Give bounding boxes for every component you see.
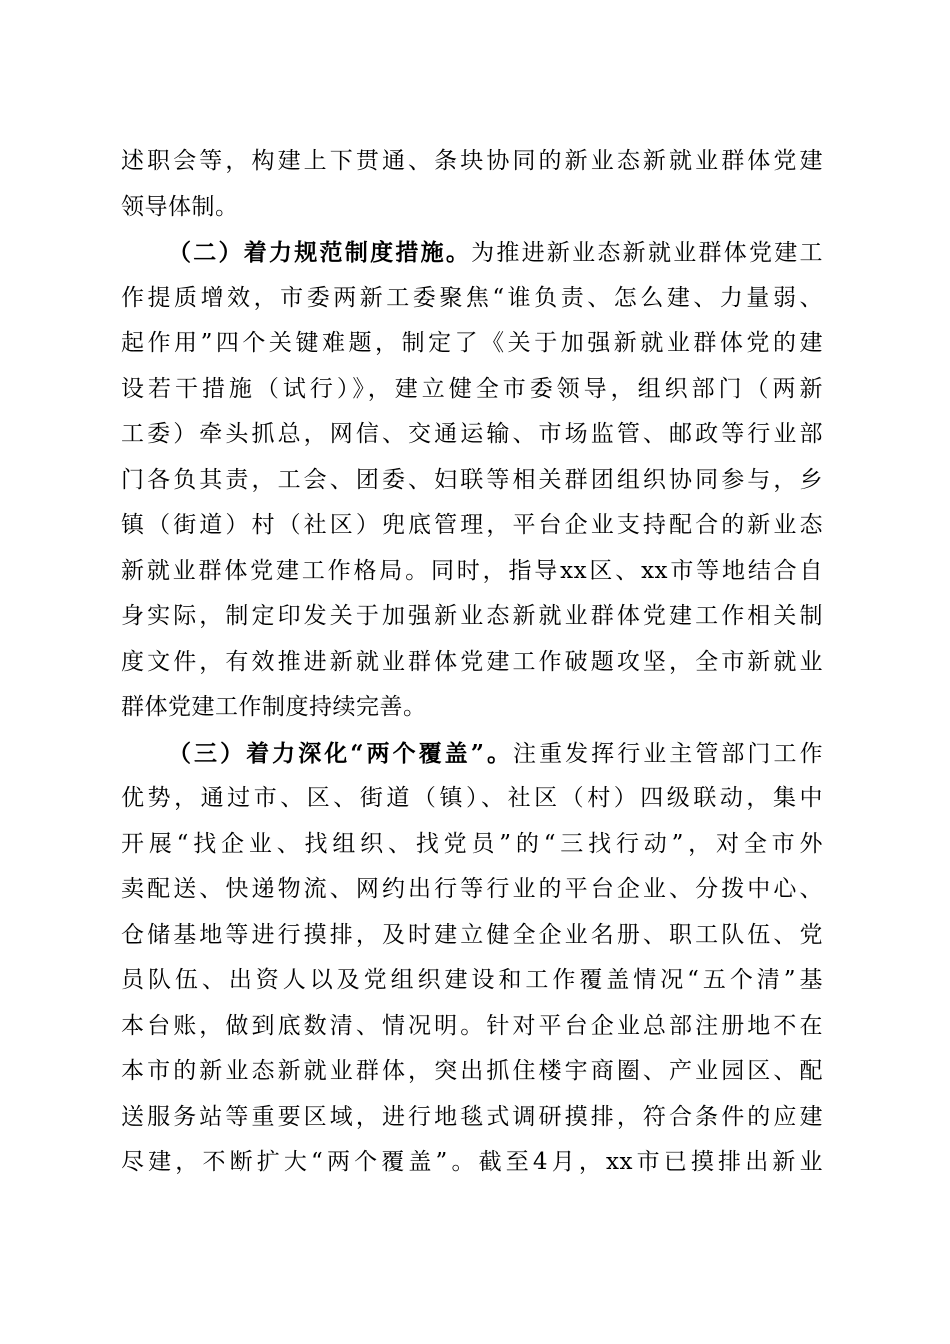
text-line: 本市的新业态新就业群体，突出抓住楼宇商圈、产业园区、配: [121, 1058, 823, 1084]
text-line: 新就业群体党建工作格局。同时，指导xx区、xx市等地结合自: [121, 557, 823, 584]
paragraph-continuation: [121, 139, 823, 230]
paragraph-first-line: [121, 230, 823, 276]
text-line: 工委）牵头抓总，网信、交通运输、市场监管、邮政等行业部: [121, 421, 823, 447]
text-line: 开展“找企业、找组织、找党员”的“三找行动”，对全市外: [121, 830, 823, 857]
text-line: 身实际，制定印发关于加强新业态新就业群体党建工作相关制: [121, 603, 823, 629]
text-line: 员队伍、出资人以及党组织建设和工作覆盖情况“五个清”基: [121, 967, 823, 993]
text-span: 为推进新业态新就业群体党建工: [471, 240, 824, 266]
text-line: 述职会等，构建上下贯通、条块协同的新业态新就业群体党建: [121, 148, 823, 174]
text-line: 起作用”四个关键难题，制定了《关于加强新就业群体党的建: [121, 330, 823, 356]
text-line: 送服务站等重要区域，进行地毯式调研摸排，符合条件的应建: [121, 1103, 823, 1130]
text-line: 领导体制。: [121, 193, 239, 220]
text-line: 度文件，有效推进新就业群体党建工作破题攻坚，全市新就业: [121, 648, 823, 675]
text-line: 设若干措施（试行）》，建立健全市委领导，组织部门（两新: [121, 375, 823, 402]
text-line: 镇（街道）村（社区）兜底管理，平台企业支持配合的新业态: [121, 512, 823, 538]
paragraph-first-line: [121, 731, 823, 777]
text-line: 作提质增效，市委两新工委聚焦“谁负责、怎么建、力量弱、: [121, 284, 823, 311]
text-line: 群体党建工作制度持续完善。: [121, 694, 427, 720]
text-span: 注重发挥行业主管部门工作: [513, 740, 824, 767]
text-line: 本台账，做到底数清、情况明。针对平台企业总部注册地不在: [121, 1012, 823, 1039]
paragraph-two-coverages: [121, 731, 823, 1186]
text-line: 门各负其责，工会、团委、妇联等相关群团组织协同参与，乡: [121, 466, 823, 493]
text-line: 优势，通过市、区、街道（镇）、社区（村）四级联动，集中: [121, 785, 823, 811]
document-page: [121, 139, 823, 1186]
section-heading: （二）着力规范制度措施。: [168, 239, 472, 266]
text-line: 仓储基地等进行摸排，及时建立健全企业名册、职工队伍、党: [121, 921, 823, 948]
text-line: 卖配送、快递物流、网约出行等行业的平台企业、分拨中心、: [121, 876, 823, 902]
section-heading: （三）着力深化“两个覆盖”。: [168, 739, 514, 767]
paragraph-institutional-measures: [121, 230, 823, 731]
text-line: 尽建，不断扩大“两个覆盖”。截至4月，xx市已摸排出新业: [121, 1149, 823, 1175]
